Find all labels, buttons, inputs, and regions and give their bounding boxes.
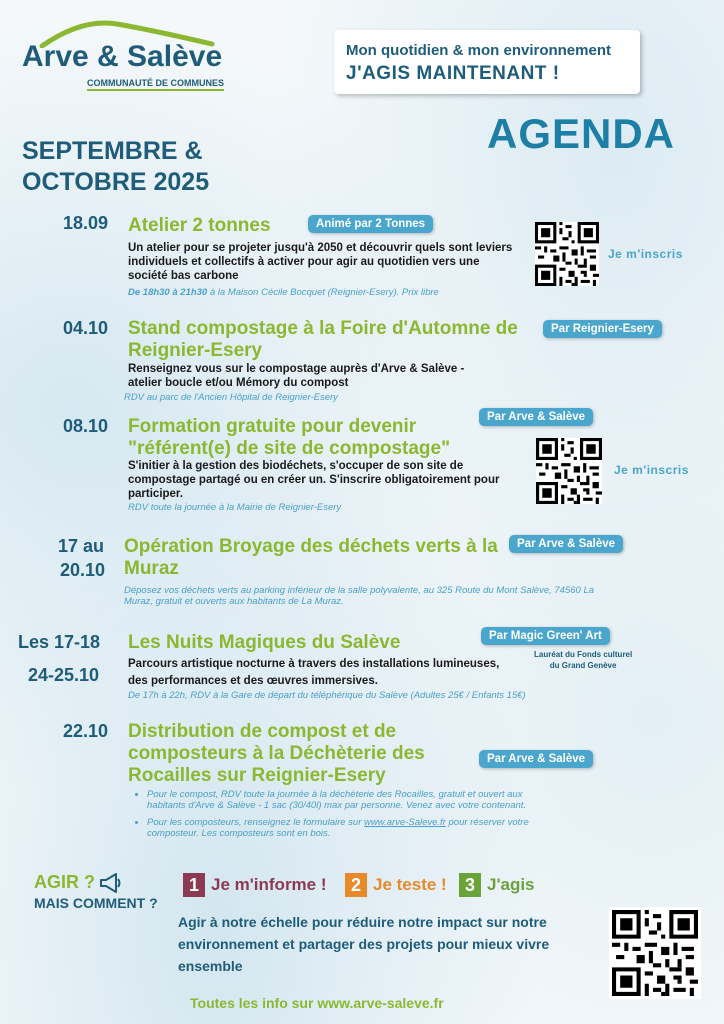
slogan-line1: Mon quotidien & mon environnement bbox=[346, 42, 611, 59]
event-title: Atelier 2 tonnes bbox=[128, 215, 271, 236]
megaphone-icon bbox=[99, 873, 123, 893]
logo bbox=[22, 18, 227, 98]
organizer-tag: Par Arve & Salève bbox=[509, 535, 623, 553]
agir-line2: MAIS COMMENT ? bbox=[34, 895, 158, 911]
bullet-item: • Pour le compost, RDV toute la journée à la déchèterie des Rocailles, gratuit et ouvert aux habitants d'Arve & Salève - 1 sac (30/40l) max par personne. Venez avec votre contenant. bbox=[147, 789, 533, 811]
agir-line1: AGIR ? bbox=[34, 872, 95, 892]
event-date: 18.09 bbox=[63, 213, 109, 233]
step-test bbox=[345, 873, 447, 897]
step-act bbox=[459, 873, 535, 897]
event-info bbox=[128, 287, 528, 298]
event-date-start: 17 au bbox=[58, 536, 105, 556]
step-number: 3 bbox=[459, 873, 481, 897]
step-number: 2 bbox=[345, 873, 367, 897]
period-heading bbox=[22, 136, 262, 198]
event-info: De 17h à 22h, RDV à la Gare de départ du téléphérique du Salève (Adultes 25€ / Enfants 15€) bbox=[128, 690, 526, 701]
award-line2: du Grand Genève bbox=[549, 661, 617, 670]
organizer-tag: Par Arve & Salève bbox=[479, 750, 593, 768]
event-description: S'initier à la gestion des biodéchets, s'occuper de son site de compostage partagé ou en créer un. S'inscrire obligatoirement pour participer. bbox=[128, 460, 500, 500]
event-description: Un atelier pour se projeter jusqu'à 2050 et découvrir quels sont leviers individuels et collectifs à activer pour agir au quotidien vers une société bas carbone bbox=[128, 242, 513, 282]
step-label: Je m'informe ! bbox=[211, 875, 327, 894]
event-date-end: 20.10 bbox=[60, 560, 106, 580]
slogan-line2: J'AGIS MAINTENANT ! bbox=[346, 63, 560, 84]
event-date: 22.10 bbox=[63, 721, 109, 741]
event-date-second: 24-25.10 bbox=[28, 665, 100, 685]
step-number: 1 bbox=[183, 873, 205, 897]
agenda-heading: AGENDA bbox=[487, 110, 676, 157]
slogan-box bbox=[334, 30, 640, 94]
bullet-text: Pour les composteurs, renseignez le formulaire sur bbox=[147, 817, 365, 828]
event-title: Les Nuits Magiques du Salève bbox=[128, 632, 401, 653]
event-date-first: Les 17-18 bbox=[18, 632, 101, 652]
organizer-tag: Par Arve & Salève bbox=[479, 408, 593, 426]
agir-heading bbox=[34, 872, 164, 911]
event-date: 08.10 bbox=[63, 416, 109, 436]
signup-link[interactable]: Je m'inscris bbox=[614, 463, 689, 477]
event-bullets bbox=[133, 789, 533, 845]
event-info: Déposez vos déchets verts au parking inférieur de la salle polyvalente, au 325 Route du Mont Salève, 74560 La Muraz, gratuit et ouverts aux habitants de La Muraz. bbox=[124, 585, 595, 607]
event-title: Formation gratuite pour devenir "référent(e) de site de compostage" bbox=[128, 416, 451, 459]
event-title: Distribution de compost et de composteurs à la Déchèterie des Rocailles sur Reignier-Esery bbox=[128, 721, 425, 786]
footer-message: Agir à notre échelle pour réduire notre impact sur notre environnement et partager des projets pour mieux vivre ensemble bbox=[178, 914, 550, 974]
event-description: Renseignez vous sur le compostage auprès d'Arve & Salève - atelier boucle et/ou Mémory du compost bbox=[128, 363, 465, 389]
period-line2: OCTOBRE 2025 bbox=[22, 168, 210, 196]
event-title: Opération Broyage des déchets verts à la Muraz bbox=[124, 536, 498, 579]
event-info: RDV au parc de l'Ancien Hôpital de Reignier-Esery bbox=[124, 392, 338, 403]
event-location: à la Maison Cécile Bocquet (Reignier-Esery). Prix libre bbox=[207, 287, 439, 298]
bullet-text: pour réserver votre composteur. Les composteurs sont en bois. bbox=[147, 817, 529, 839]
event-time: De 18h30 à 21h30 bbox=[128, 287, 208, 298]
organizer-tag: Animé par 2 Tonnes bbox=[308, 215, 433, 233]
signup-link[interactable]: Je m'inscris bbox=[608, 247, 683, 261]
organizer-tag: Par Magic Green' Art bbox=[481, 627, 610, 645]
qr-code-icon[interactable] bbox=[609, 907, 701, 999]
step-label: Je teste ! bbox=[373, 875, 447, 894]
step-label: J'agis bbox=[487, 875, 535, 894]
website-footer[interactable]: Toutes les info sur www.arve-saleve.fr bbox=[190, 995, 444, 1011]
qr-code-icon[interactable] bbox=[536, 438, 602, 504]
event-info: RDV toute la journée à la Mairie de Reignier-Esery bbox=[128, 502, 342, 513]
step-inform bbox=[183, 873, 327, 897]
event-date: 04.10 bbox=[63, 318, 109, 338]
logo-name: Arve & Salève bbox=[22, 40, 223, 73]
logo-subtitle: COMMUNAUTÉ DE COMMUNES bbox=[87, 78, 224, 91]
qr-code-icon[interactable] bbox=[535, 222, 599, 286]
event-description: Parcours artistique nocturne à travers des installations lumineuses, des performances et des œuvres immersives. bbox=[128, 658, 500, 687]
website-link[interactable]: www.arve-Saleve.fr bbox=[364, 817, 446, 828]
event-title: Stand compostage à la Foire d'Automne de Reignier-Esery bbox=[128, 318, 518, 361]
bullet-item bbox=[147, 817, 533, 839]
organizer-tag: Par Reignier-Esery bbox=[543, 320, 662, 338]
award-line1: Lauréat du Fonds culturel bbox=[534, 650, 633, 659]
award-label bbox=[534, 649, 632, 671]
period-line1: SEPTEMBRE & bbox=[22, 137, 203, 165]
